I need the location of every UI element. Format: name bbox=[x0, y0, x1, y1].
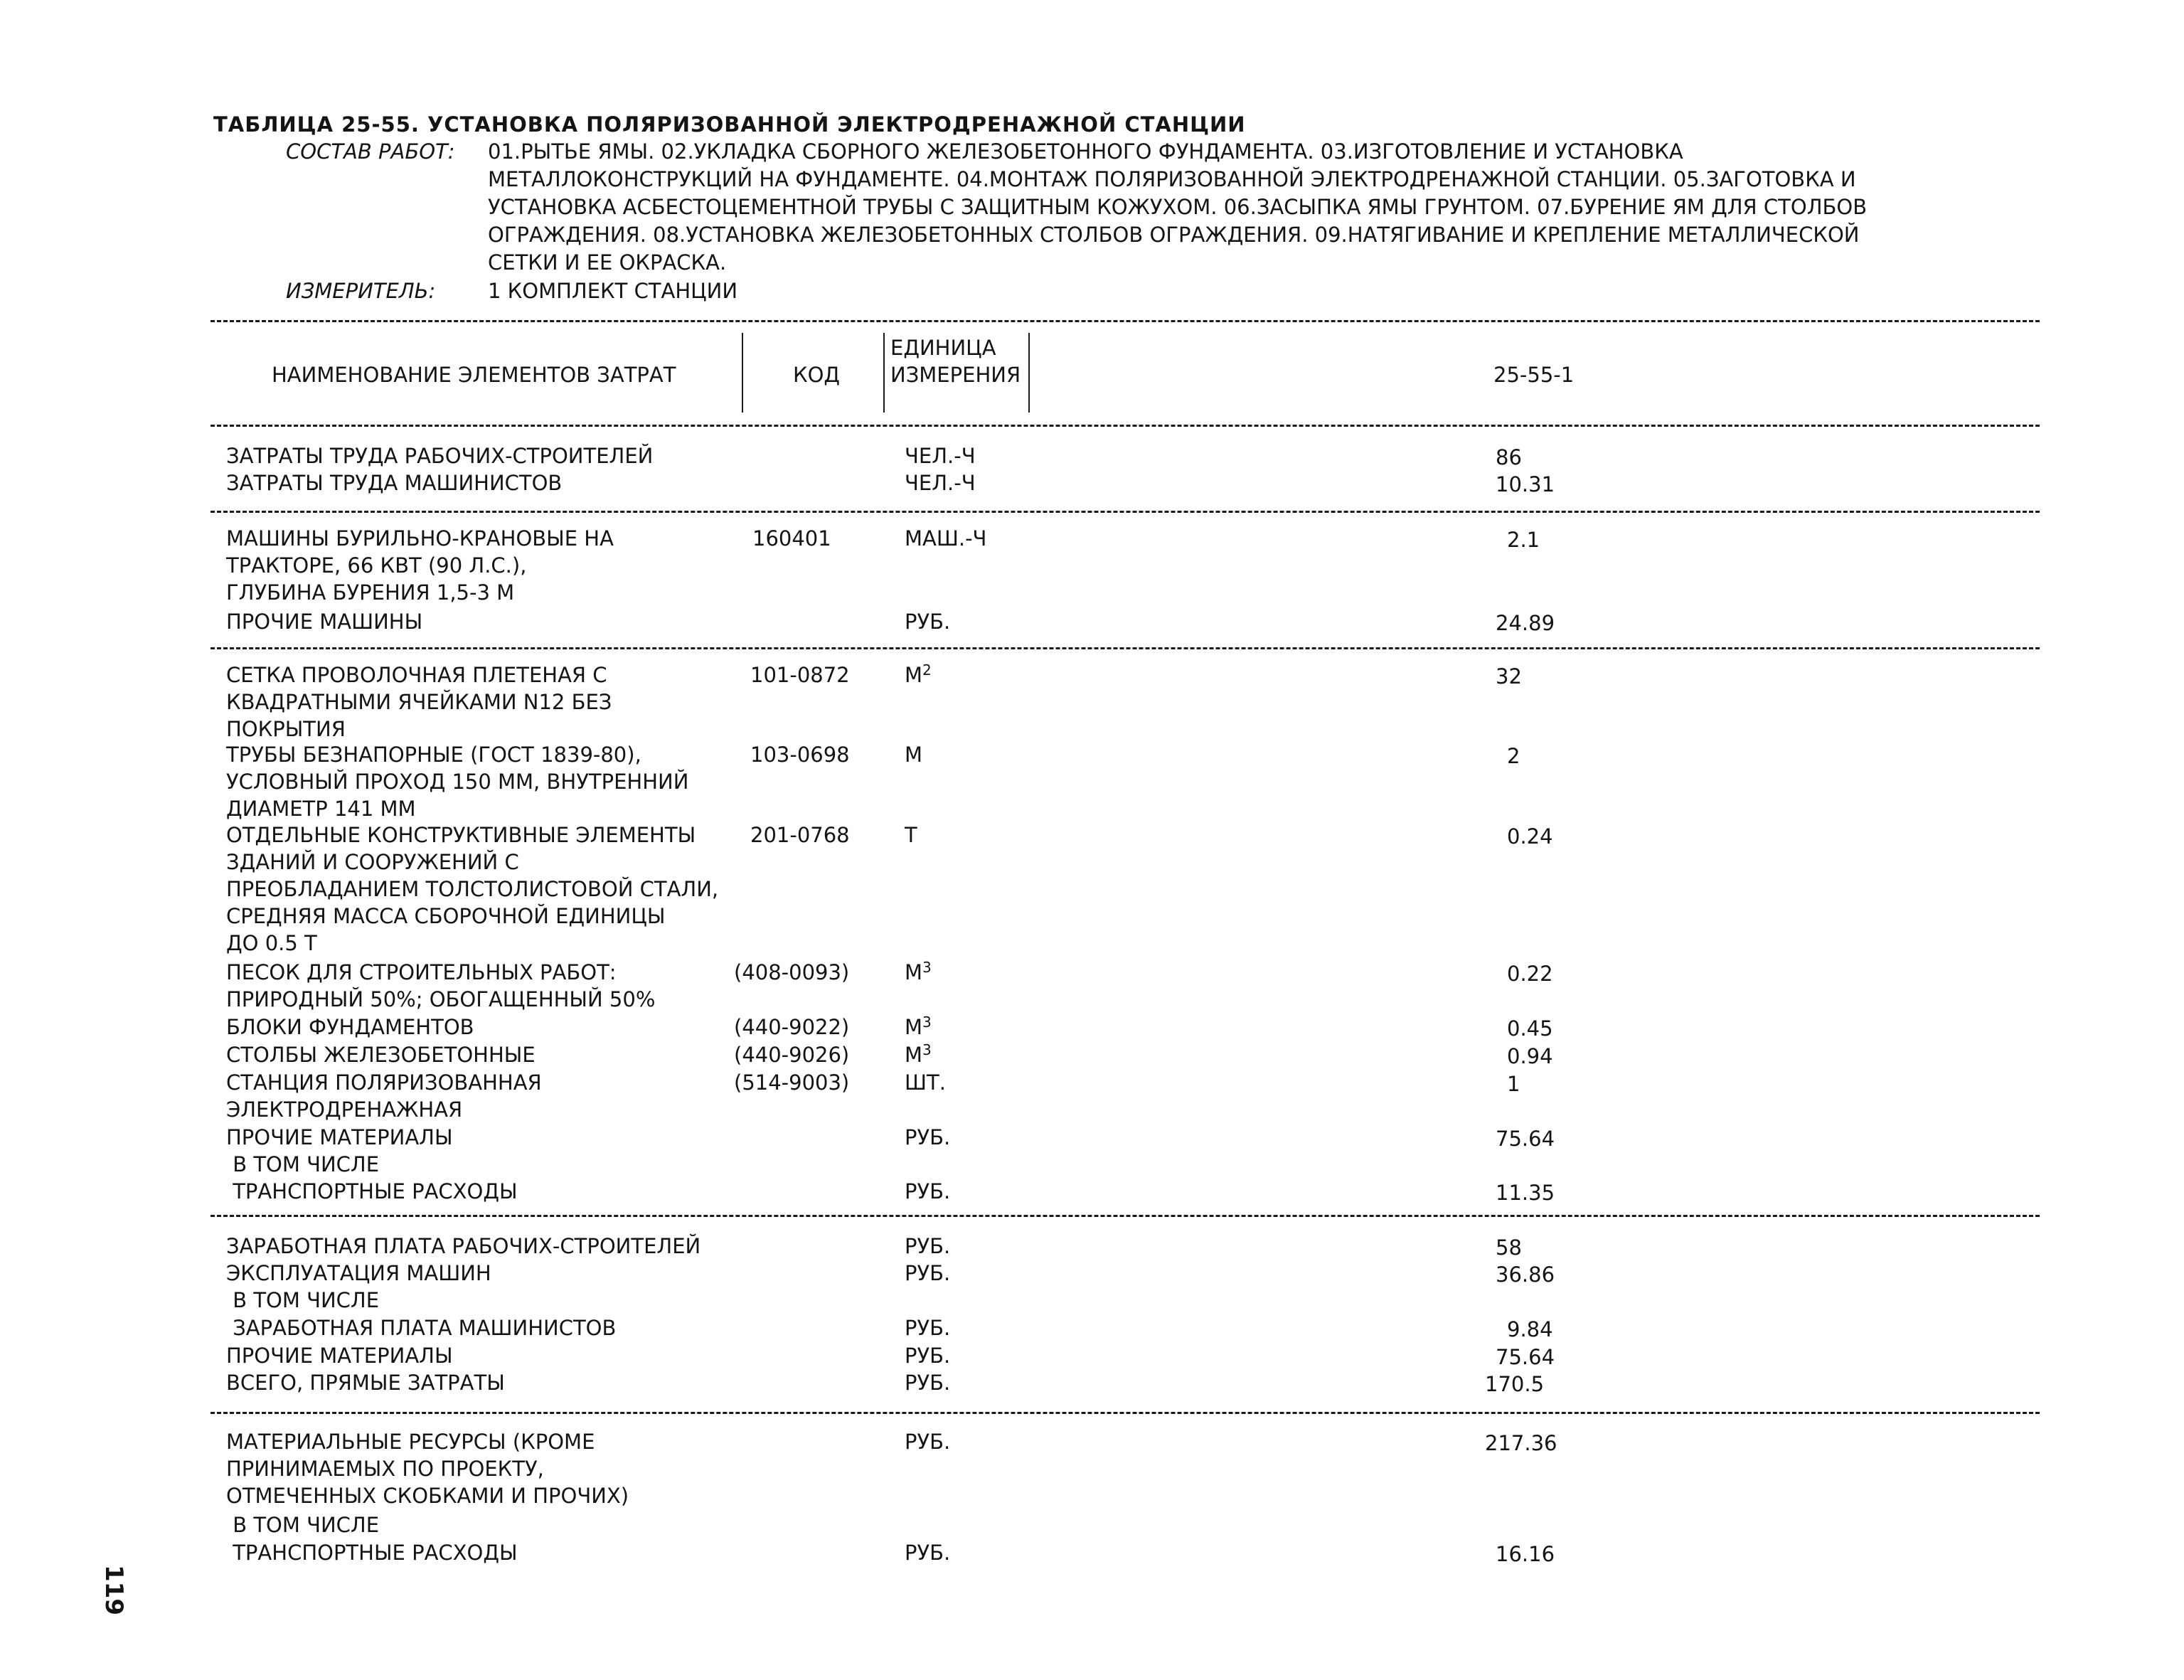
header-separator bbox=[883, 333, 885, 413]
row-name: В ТОМ ЧИСЛЕ bbox=[226, 1513, 380, 1537]
row-value: 10.31 bbox=[1496, 472, 1555, 496]
row-value: 0.22 bbox=[1507, 962, 1553, 986]
row-name: ТРАНСПОРТНЫЕ РАСХОДЫ bbox=[226, 1179, 518, 1203]
row-value: 0.94 bbox=[1507, 1044, 1553, 1068]
header-separator bbox=[1028, 333, 1030, 413]
row-value: 217.36 bbox=[1485, 1431, 1557, 1455]
table-title: ТАБЛИЦА 25-55. УСТАНОВКА ПОЛЯРИЗОВАННОЙ ЭЛЕКТРОДРЕНАЖНОЙ СТАНЦИИ bbox=[213, 112, 1246, 137]
row-name: ВСЕГО, ПРЯМЫЕ ЗАТРАТЫ bbox=[226, 1371, 505, 1395]
row-name: МАТЕРИАЛЬНЫЕ РЕСУРСЫ (КРОМЕ ПРИНИМАЕМЫХ ПО ПРОЕКТУ, ОТМЕЧЕННЫХ СКОБКАМИ И ПРОЧИХ) bbox=[226, 1430, 629, 1508]
row-name: ТРУБЫ БЕЗНАПОРНЫЕ (ГОСТ 1839-80), УСЛОВНЫЙ ПРОХОД 150 ММ, ВНУТРЕННИЙ ДИАМЕТР 141 ММ bbox=[226, 743, 689, 821]
row-unit: $М^3$ bbox=[905, 1014, 932, 1039]
row-code: (440-9026) bbox=[734, 1043, 850, 1067]
row-unit: РУБ. bbox=[905, 1316, 951, 1340]
row-value: 170.5 bbox=[1485, 1372, 1545, 1396]
row-name: В ТОМ ЧИСЛЕ bbox=[226, 1288, 380, 1312]
row-code: 103-0698 bbox=[750, 743, 850, 767]
row-value: 11.35 bbox=[1496, 1181, 1555, 1205]
row-value: 2.1 bbox=[1507, 528, 1540, 552]
divider-line bbox=[211, 1412, 2040, 1414]
measure-value: 1 КОМПЛЕКТ СТАНЦИИ bbox=[488, 279, 738, 303]
page-number: 119 bbox=[100, 1565, 128, 1615]
row-name: ПРОЧИЕ МАТЕРИАЛЫ bbox=[226, 1344, 453, 1368]
composition-label: СОСТАВ РАБОТ: bbox=[286, 139, 455, 164]
row-unit: РУБ. bbox=[905, 1371, 951, 1395]
row-unit: РУБ. bbox=[905, 1541, 951, 1565]
row-value: 36.86 bbox=[1496, 1262, 1555, 1287]
header-unit: ЕДИНИЦА bbox=[890, 336, 996, 360]
row-unit: $М^3$ bbox=[905, 959, 932, 984]
row-name: ЗАРАБОТНАЯ ПЛАТА МАШИНИСТОВ bbox=[226, 1316, 617, 1340]
row-value: 1 bbox=[1507, 1072, 1520, 1096]
row-code: (514-9003) bbox=[734, 1070, 850, 1095]
row-name: В ТОМ ЧИСЛЕ bbox=[226, 1152, 380, 1176]
row-name: ПЕСОК ДЛЯ СТРОИТЕЛЬНЫХ РАБОТ: ПРИРОДНЫЙ 50%; ОБОГАЩЕННЫЙ 50% bbox=[226, 960, 656, 1011]
row-value: 9.84 bbox=[1507, 1317, 1553, 1341]
row-name: СЕТКА ПРОВОЛОЧНАЯ ПЛЕТЕНАЯ С КВАДРАТНЫМИ ЯЧЕЙКАМИ N12 БЕЗ ПОКРЫТИЯ bbox=[226, 663, 612, 741]
row-unit: Т bbox=[905, 823, 917, 847]
row-unit: РУБ. bbox=[905, 1430, 951, 1454]
row-value: 0.45 bbox=[1507, 1016, 1553, 1041]
row-code: (440-9022) bbox=[734, 1015, 850, 1039]
measure-label: ИЗМЕРИТЕЛЬ: bbox=[286, 279, 436, 303]
row-code: 160401 bbox=[752, 526, 831, 551]
header-code: КОД bbox=[793, 363, 841, 387]
row-code: 101-0872 bbox=[750, 663, 850, 687]
row-value: 86 bbox=[1496, 445, 1522, 469]
divider-line bbox=[211, 320, 2040, 322]
row-unit: М bbox=[905, 743, 923, 767]
row-name: БЛОКИ ФУНДАМЕНТОВ bbox=[226, 1015, 474, 1039]
composition-line: 01.РЫТЬЕ ЯМЫ. 02.УКЛАДКА СБОРНОГО ЖЕЛЕЗОБЕТОННОГО ФУНДАМЕНТА. 03.ИЗГОТОВЛЕНИЕ И УСТАНОВКА bbox=[488, 139, 1683, 164]
composition-line: ОГРАЖДЕНИЯ. 08.УСТАНОВКА ЖЕЛЕЗОБЕТОННЫХ СТОЛБОВ ОГРАЖДЕНИЯ. 09.НАТЯГИВАНИЕ И КРЕПЛЕНИЕ МЕТАЛЛИЧЕСКОЙ bbox=[488, 223, 1860, 247]
row-unit: РУБ. bbox=[905, 1261, 951, 1285]
row-unit: РУБ. bbox=[905, 1125, 951, 1149]
row-name: ПРОЧИЕ МАТЕРИАЛЫ bbox=[226, 1125, 453, 1149]
row-value: 32 bbox=[1496, 664, 1522, 689]
row-name: СТАНЦИЯ ПОЛЯРИЗОВАННАЯ ЭЛЕКТРОДРЕНАЖНАЯ bbox=[226, 1070, 542, 1122]
row-unit: ЧЕЛ.-Ч bbox=[905, 471, 976, 495]
row-value: 0.24 bbox=[1507, 824, 1553, 849]
row-unit: РУБ. bbox=[905, 1234, 951, 1258]
row-name: МАШИНЫ БУРИЛЬНО-КРАНОВЫЕ НА ТРАКТОРЕ, 66 КВТ (90 Л.С.), ГЛУБИНА БУРЕНИЯ 1,5-3 М bbox=[226, 526, 614, 605]
row-unit: РУБ. bbox=[905, 1179, 951, 1203]
row-value: 24.89 bbox=[1496, 611, 1555, 635]
header-name: НАИМЕНОВАНИЕ ЭЛЕМЕНТОВ ЗАТРАТ bbox=[272, 363, 676, 387]
header-separator bbox=[742, 333, 743, 413]
row-unit: РУБ. bbox=[905, 1344, 951, 1368]
header-unit: ИЗМЕРЕНИЯ bbox=[890, 363, 1021, 387]
row-name: ТРАНСПОРТНЫЕ РАСХОДЫ bbox=[226, 1541, 518, 1565]
row-name: ПРОЧИЕ МАШИНЫ bbox=[226, 610, 423, 634]
row-name: ЗАРАБОТНАЯ ПЛАТА РАБОЧИХ-СТРОИТЕЛЕЙ bbox=[226, 1234, 701, 1258]
row-value: 75.64 bbox=[1496, 1127, 1555, 1151]
divider-line bbox=[211, 425, 2040, 427]
row-value: 58 bbox=[1496, 1235, 1522, 1260]
composition-line: СЕТКИ И ЕЕ ОКРАСКА. bbox=[488, 250, 727, 275]
row-value: 2 bbox=[1507, 744, 1520, 768]
row-name: ЗАТРАТЫ ТРУДА РАБОЧИХ-СТРОИТЕЛЕЙ bbox=[226, 444, 654, 468]
composition-line: МЕТАЛЛОКОНСТРУКЦИЙ НА ФУНДАМЕНТЕ. 04.МОНТАЖ ПОЛЯРИЗОВАННОЙ ЭЛЕКТРОДРЕНАЖНОЙ СТАНЦИИ. 05.ЗАГОТОВКА И bbox=[488, 167, 1856, 191]
row-name: ОТДЕЛЬНЫЕ КОНСТРУКТИВНЫЕ ЭЛЕМЕНТЫ ЗДАНИЙ И СООРУЖЕНИЙ С ПРЕОБЛАДАНИЕМ ТОЛСТОЛИСТОВОЙ СТАЛИ, СРЕДНЯЯ МАССА СБОРОЧНОЙ ЕДИНИЦЫ ДО 0.5 Т bbox=[226, 823, 719, 955]
divider-line bbox=[211, 1215, 2040, 1217]
composition-line: УСТАНОВКА АСБЕСТОЦЕМЕНТНОЙ ТРУБЫ С ЗАЩИТНЫМ КОЖУХОМ. 06.ЗАСЫПКА ЯМЫ ГРУНТОМ. 07.БУРЕНИЕ ЯМ ДЛЯ СТОЛБОВ bbox=[488, 195, 1868, 219]
row-name: ЭКСПЛУАТАЦИЯ МАШИН bbox=[226, 1261, 491, 1285]
row-unit: ЧЕЛ.-Ч bbox=[905, 444, 976, 468]
divider-line bbox=[211, 647, 2040, 649]
row-unit: $М^2$ bbox=[905, 661, 932, 687]
row-unit: ШТ. bbox=[905, 1070, 946, 1095]
row-value: 16.16 bbox=[1496, 1542, 1555, 1566]
header-column: 25-55-1 bbox=[1493, 363, 1575, 387]
row-value: 75.64 bbox=[1496, 1345, 1555, 1369]
row-unit: $М^3$ bbox=[905, 1041, 932, 1067]
row-name: СТОЛБЫ ЖЕЛЕЗОБЕТОННЫЕ bbox=[226, 1043, 536, 1067]
divider-line bbox=[211, 511, 2040, 513]
row-code: 201-0768 bbox=[750, 823, 850, 847]
row-unit: РУБ. bbox=[905, 610, 951, 634]
row-unit: МАШ.-Ч bbox=[905, 526, 987, 551]
row-code: (408-0093) bbox=[734, 960, 850, 984]
row-name: ЗАТРАТЫ ТРУДА МАШИНИСТОВ bbox=[226, 471, 563, 495]
